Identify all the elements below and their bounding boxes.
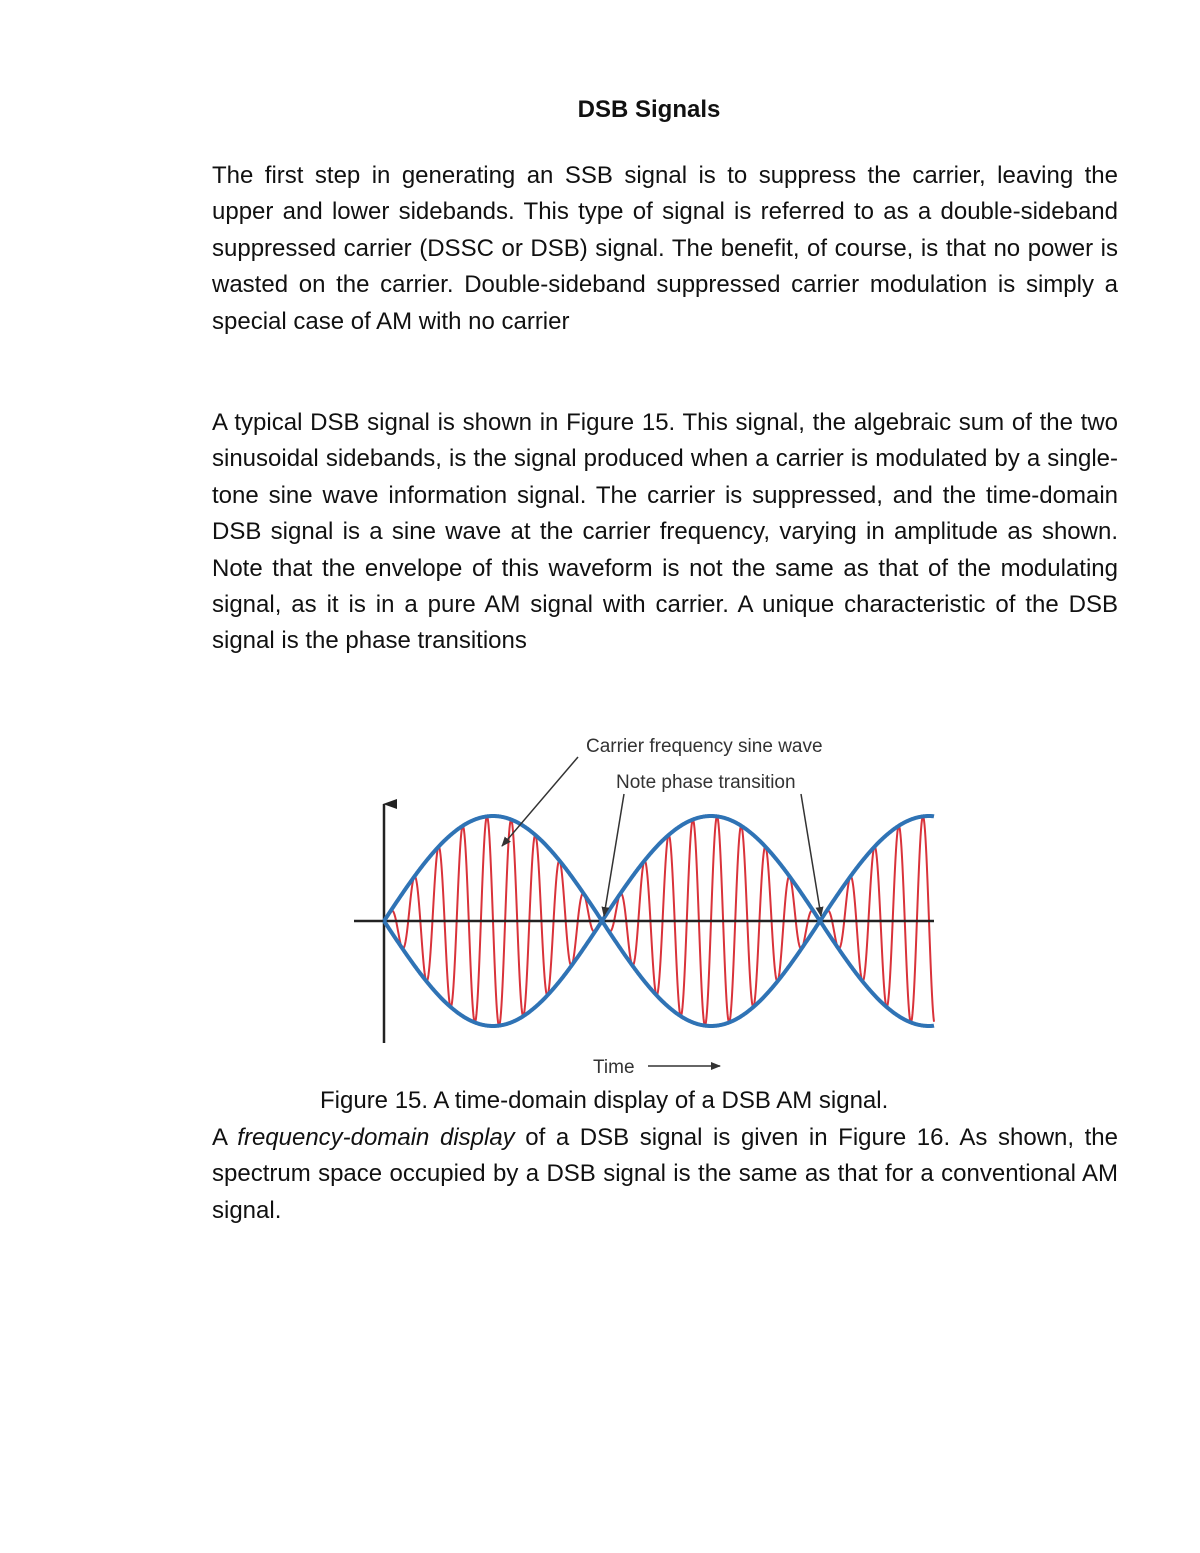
paragraph-3-rest: of a DSB signal is given in Figure 16. As shown, the spectrum space occupied by a DSB signal is the same as that for a conventional AM signal.	[212, 1124, 1118, 1224]
paragraph-3-italic-term: frequency-domain display	[237, 1124, 515, 1151]
page-title: DSB Signals	[577, 96, 721, 123]
dsb-waveform-diagram	[340, 720, 950, 1085]
figure-caption: Figure 15. A time-domain display of a DSB AM signal.	[320, 1087, 889, 1114]
label-time-axis: Time	[593, 1057, 635, 1078]
carrier-pointer-arrow	[502, 757, 578, 846]
paragraph-frequency-domain	[212, 1120, 1118, 1229]
figure-15-dsb-waveform	[340, 720, 950, 1085]
phase-pointer-arrow-left	[604, 794, 624, 916]
paragraph-intro: The first step in generating an SSB signal is to suppress the carrier, leaving the upper and lower sidebands. This type of signal is referred to as a double-sideband suppressed carrier (DSSC or DSB) signal. The benefit, of course, is that no power is wasted on the carrier. Double-sideband suppressed carrier modulation is simply a special case of AM with no carrier	[212, 162, 1118, 335]
paragraph-3-start: A	[212, 1124, 238, 1151]
paragraph-typical-dsb: A typical DSB signal is shown in Figure 15. This signal, the algebraic sum of the two sinusoidal sidebands, is the signal produced when a carrier is modulated by a single-tone sine wave information signal. The carrier is suppressed, and the time-domain DSB signal is a sine wave at the carrier frequency, varying in amplitude as shown. Note that the envelope of this waveform is not the same as that of the modulating signal, as it is in a pure AM signal with carrier. A unique characteristic of the DSB signal is the phase transitions	[212, 409, 1118, 655]
label-phase-transition: Note phase transition	[616, 772, 796, 793]
label-carrier-frequency: Carrier frequency sine wave	[586, 736, 823, 757]
